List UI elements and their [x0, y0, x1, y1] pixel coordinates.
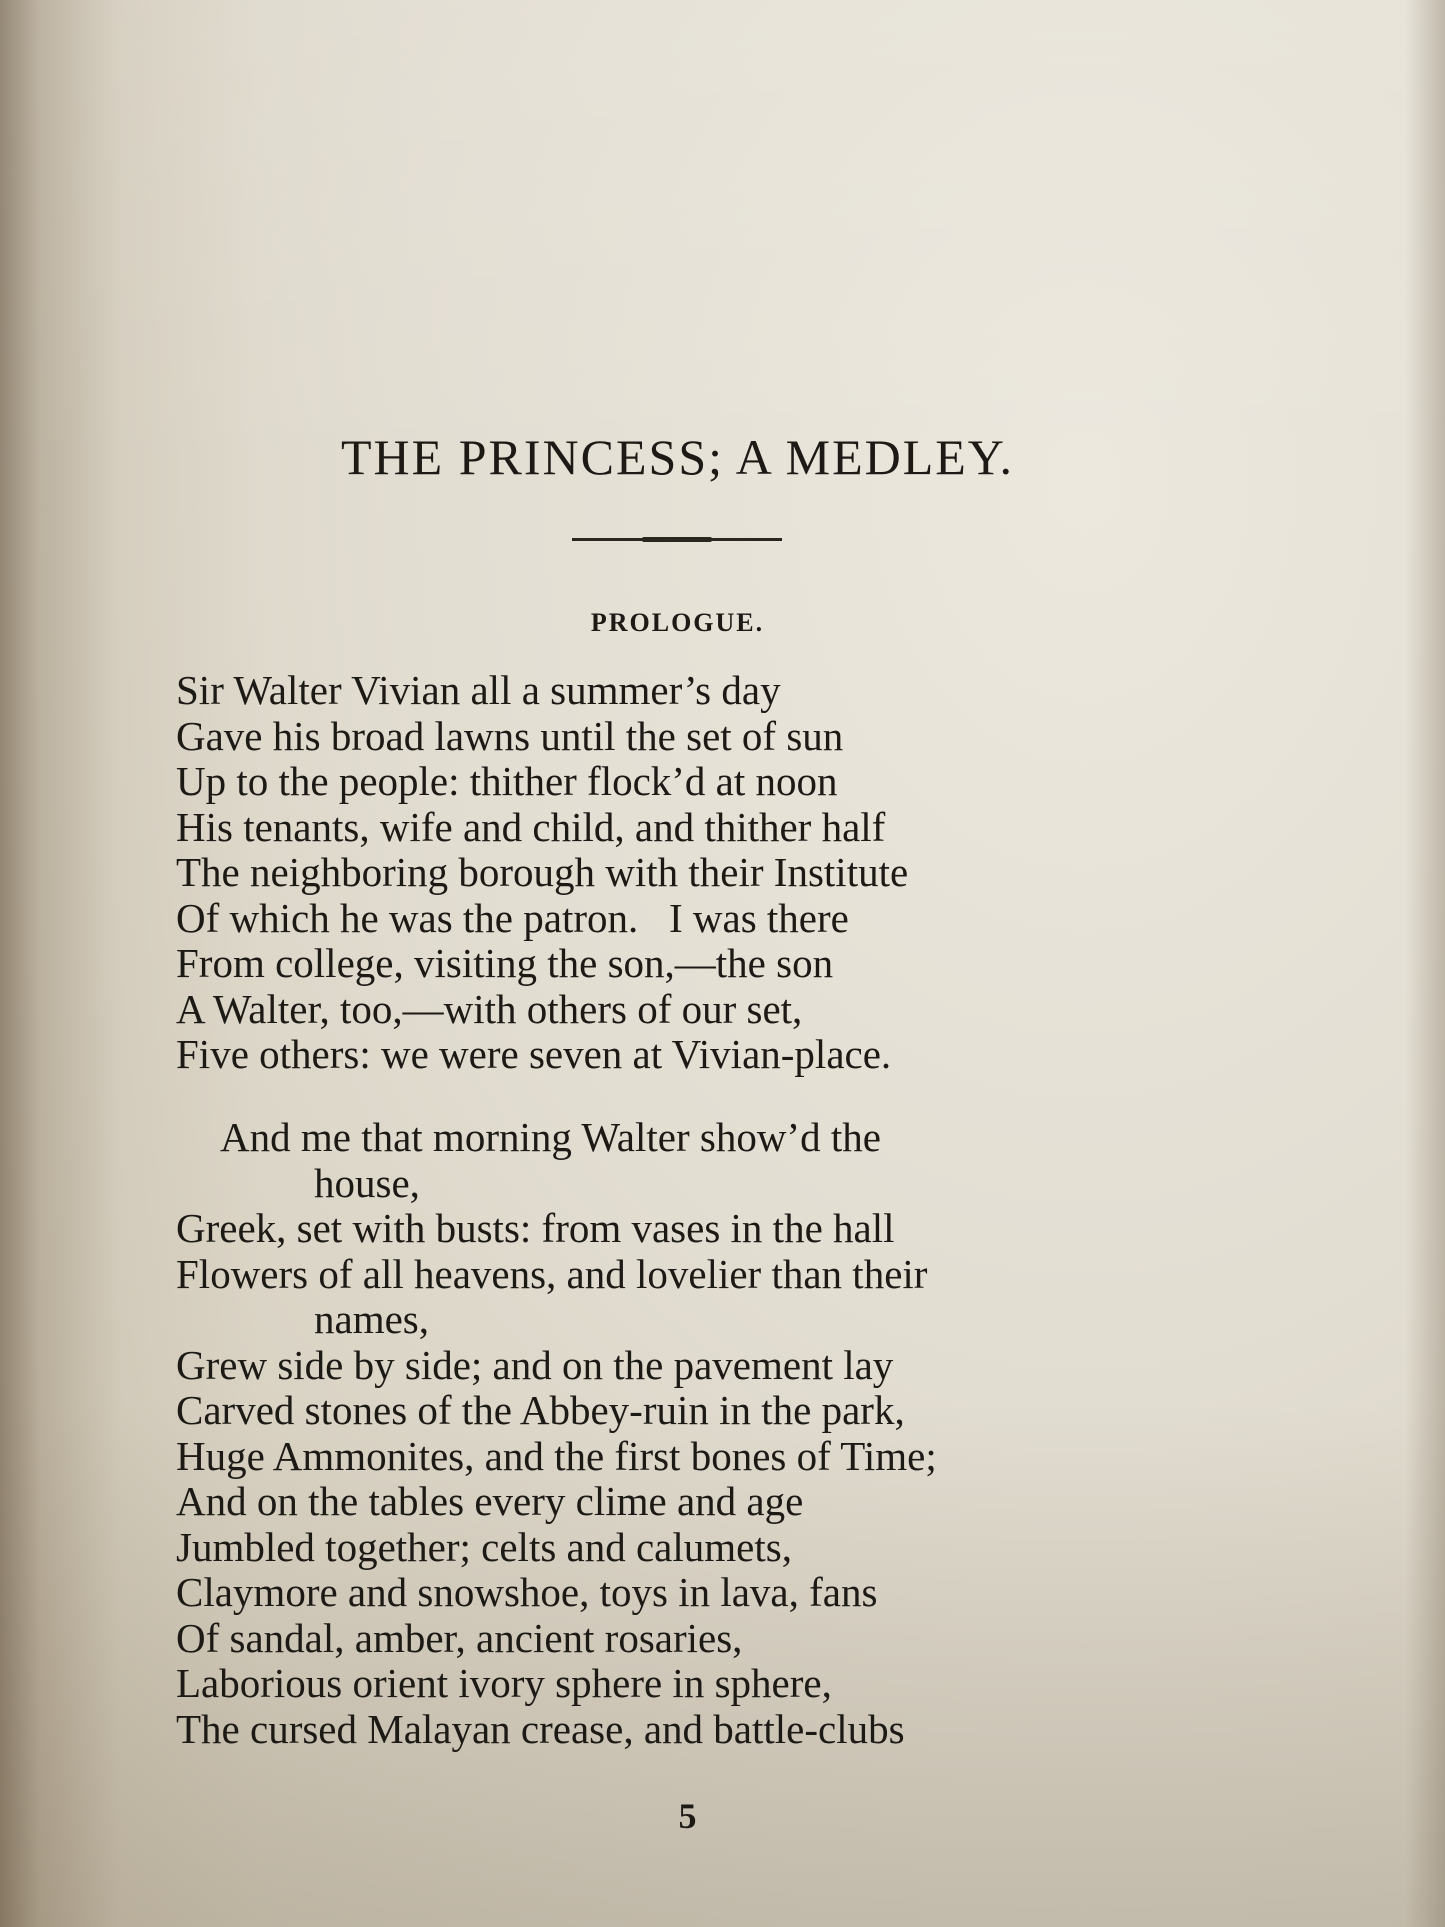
page-number: 5 [678, 1796, 697, 1836]
verse-line: Up to the people: thither flock’d at noon [176, 758, 838, 804]
title-rule-divider [572, 538, 782, 541]
verse-line: Of sandal, amber, ancient rosaries, [176, 1614, 743, 1661]
verse-line: Sir Walter Vivian all a summer’s day [176, 667, 781, 713]
verse-line: And me that morning Walter show’d the [220, 1114, 881, 1160]
verse-line: Huge Ammonites, and the first bones of Time; [176, 1432, 937, 1479]
verse-line: And on the tables every clime and age [176, 1478, 804, 1524]
verse-line: The cursed Malayan crease, and battle-clubs [176, 1705, 905, 1752]
verse-line: The neighboring borough with their Institute [176, 849, 909, 895]
verse-line: Laborious orient ivory sphere in sphere, [176, 1660, 832, 1706]
verse-line: Jumbled together; celts and calumets, [176, 1523, 792, 1570]
verse-line: Greek, set with busts: from vases in the hall [176, 1205, 895, 1251]
verse-line: From college, visiting the son,—the son [176, 940, 834, 986]
verse-line: Grew side by side; and on the pavement lay [176, 1341, 894, 1388]
verse-line: Claymore and snowshoe, toys in lava, fans [176, 1569, 878, 1615]
verse-line: His tenants, wife and child, and thither half [176, 803, 886, 850]
verse-line-turnover: house, [314, 1159, 420, 1206]
page-title: THE PRINCESS; A MEDLEY. [341, 429, 1014, 485]
stanza-2 [176, 1115, 1226, 1752]
verse-line-turnover: names, [314, 1296, 429, 1342]
verse-line: Five others: we were seven at Vivian-place. [176, 1031, 892, 1077]
section-heading: PROLOGUE. [590, 608, 765, 637]
verse-line: Flowers of all heavens, and lovelier than their [176, 1250, 928, 1297]
verse-line: Of which he was the patron. I was there [176, 894, 849, 941]
stanza-1 [176, 668, 1226, 1078]
verse-line: Carved stones of the Abbey-ruin in the park, [176, 1387, 905, 1433]
page-edge-shadow [1405, 0, 1445, 1927]
verse-line: A Walter, too,—with others of our set, [176, 985, 803, 1032]
verse-line: Gave his broad lawns until the set of sun [176, 712, 844, 759]
